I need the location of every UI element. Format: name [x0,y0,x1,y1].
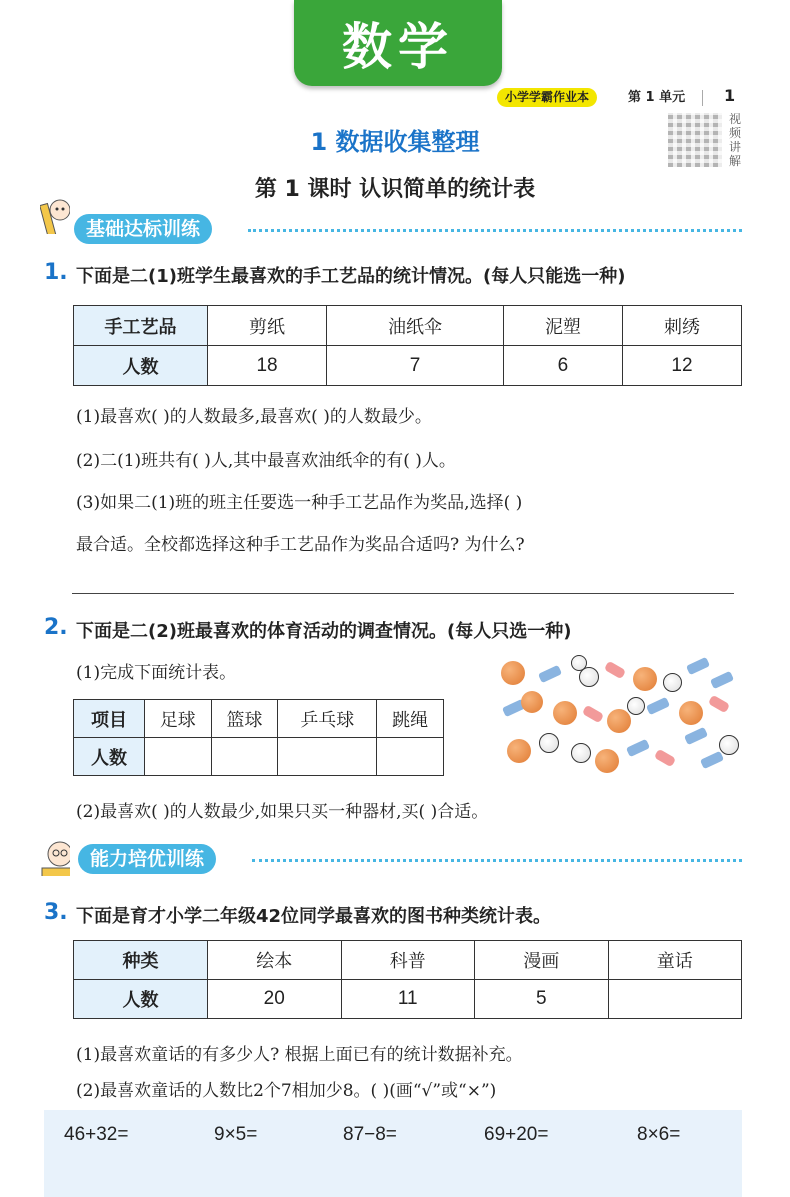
q1-sub3a: (3)如果二(1)班的班主任要选一种手工艺品作为奖品,选择( ) [76,493,523,513]
sports-equipment-illustration [495,655,745,775]
q1-table [73,305,742,386]
q3-count: 11 [341,980,475,1019]
q3-count-blank[interactable] [608,980,742,1019]
q1-count: 6 [503,346,622,386]
ping-pong-icon [582,705,604,724]
q3-count: 20 [208,980,342,1019]
ping-pong-icon [708,695,730,714]
jump-rope-icon [646,697,670,715]
q3-row-label-items: 种类 [74,941,208,980]
q2-row-label-count: 人数 [74,738,145,776]
subject-tab [294,0,502,86]
q2-text: 下面是二(2)班最喜欢的体育活动的调查情况。(每人只选一种) [76,621,572,642]
q3-item: 绘本 [208,941,342,980]
q2-number: 2. [44,615,68,640]
q3-text: 下面是育才小学二年级42位同学最喜欢的图书种类统计表。 [76,906,552,927]
basketball-icon [501,661,525,685]
lesson-title: 第 1 课时 认识简单的统计表 [254,177,536,202]
q1-text: 下面是二(1)班学生最喜欢的手工艺品的统计情况。(每人只能选一种) [76,266,626,287]
q1-item: 剪纸 [208,306,327,346]
q3-sub2: (2)最喜欢童话的人数比2个7相加少8。( )(画“√”或“×”) [76,1081,497,1101]
q1-count: 18 [208,346,327,386]
soccer-ball-icon [627,697,645,715]
ping-pong-icon [604,661,626,680]
q2-sub1: (1)完成下面统计表。 [76,663,237,683]
jump-rope-icon [686,657,710,675]
divider [702,90,703,106]
basketball-icon [679,701,703,725]
answer-line[interactable] [72,593,734,594]
basketball-icon [521,691,543,713]
q1-sub2: (2)二(1)班共有( )人,其中最喜欢油纸伞的有( )人。 [76,451,456,471]
q2-count-blank[interactable] [278,738,377,776]
ping-pong-icon [654,749,676,768]
basketball-icon [595,749,619,773]
q2-count-blank[interactable] [211,738,278,776]
q2-count-blank[interactable] [377,738,444,776]
q3-count: 5 [475,980,609,1019]
video-explain-label: 视频讲解 [729,112,742,168]
mental-math-item: 87−8= [343,1124,397,1145]
q1-row-label-count: 人数 [74,346,208,386]
jump-rope-icon [626,739,650,757]
section-advanced-badge: 能力培优训练 [78,844,216,874]
soccer-ball-icon [663,673,682,692]
mental-math-item: 46+32= [64,1124,129,1145]
q2-count-blank[interactable] [145,738,212,776]
q3-number: 3. [44,900,68,925]
q3-item: 童话 [608,941,742,980]
soccer-ball-icon [719,735,739,755]
q1-number: 1. [44,260,68,285]
unit-label: 第 1 单元 [628,90,686,105]
jump-rope-icon [710,671,734,689]
q1-item: 刺绣 [622,306,741,346]
q1-sub1: (1)最喜欢( )的人数最多,最喜欢( )的人数最少。 [76,407,432,427]
q1-item: 泥塑 [503,306,622,346]
section-basic-badge: 基础达标训练 [74,214,212,244]
q1-count: 7 [327,346,504,386]
q3-sub1: (1)最喜欢童话的有多少人? 根据上面已有的统计数据补充。 [76,1045,523,1065]
soccer-ball-icon [571,743,591,763]
q1-item: 油纸伞 [327,306,504,346]
reading-mascot-icon [40,838,70,876]
basketball-icon [633,667,657,691]
pencil-mascot-icon [40,196,70,234]
q2-table [73,699,444,776]
basketball-icon [553,701,577,725]
section-divider [252,859,742,862]
page-number: 1 [724,86,736,105]
basketball-icon [607,709,631,733]
q1-row-label-items: 手工艺品 [74,306,208,346]
q2-item: 足球 [145,700,212,738]
q2-sub2: (2)最喜欢( )的人数最少,如果只买一种器材,买( )合适。 [76,802,489,822]
q3-row-label-count: 人数 [74,980,208,1019]
jump-rope-icon [700,751,724,769]
q2-item: 跳绳 [377,700,444,738]
q3-item: 科普 [341,941,475,980]
q2-item: 篮球 [211,700,278,738]
section-divider [248,229,742,232]
subject-title: 数学 [342,18,454,76]
q2-row-label-items: 项目 [74,700,145,738]
mental-math-item: 8×6= [637,1124,681,1145]
q2-item: 乒乓球 [278,700,377,738]
q3-table [73,940,742,1019]
mental-math-item: 9×5= [214,1124,258,1145]
soccer-ball-icon [539,733,559,753]
q1-sub3b: 最合适。全校都选择这种手工艺品作为奖品合适吗? 为什么? [76,535,525,555]
q3-item: 漫画 [475,941,609,980]
jump-rope-icon [538,665,562,683]
jump-rope-icon [684,727,708,745]
q1-count: 12 [622,346,741,386]
mental-math-item: 69+20= [484,1124,549,1145]
soccer-ball-icon [571,655,587,671]
basketball-icon [507,739,531,763]
series-badge: 小学学霸作业本 [497,88,597,107]
chapter-title: 1 数据收集整理 [310,128,480,156]
